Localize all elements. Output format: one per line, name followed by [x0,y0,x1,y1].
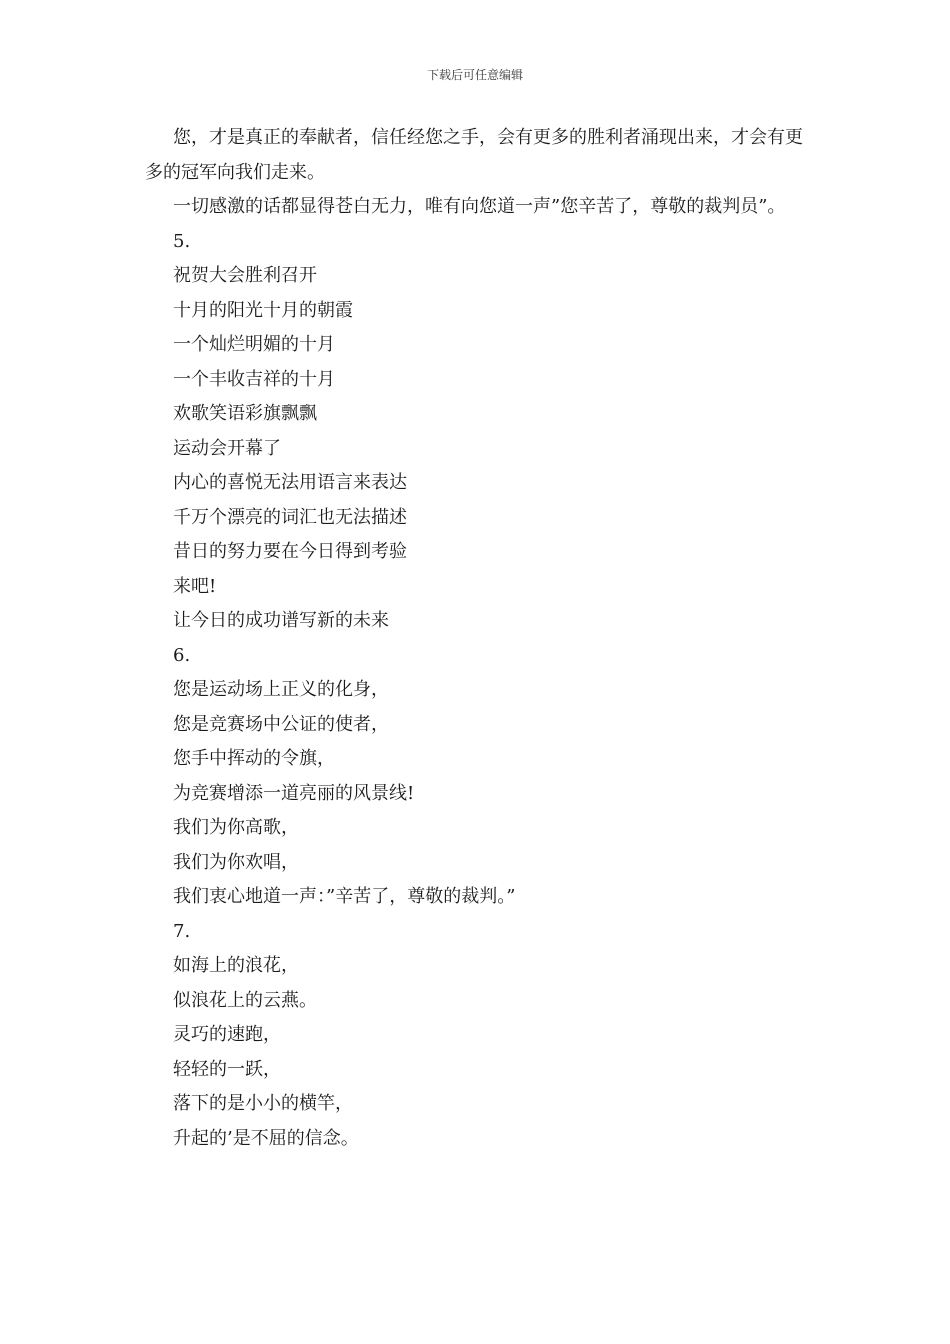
poem-line: 运动会开幕了 [173,437,281,459]
poem-line: 落下的是小小的横竿， [173,1093,353,1114]
poem-line: 您手中挥动的令旗， [173,748,335,769]
poem-line: 我们为你欢唱， [173,851,299,873]
poem-line: 您是运动场上正义的化身， [173,679,389,700]
poem-line: 千万个漂亮的词汇也无法描述 [173,506,407,528]
poem-line: 您是竞赛场中公证的使者， [173,713,389,735]
poem-line: 昔日的努力要在今日得到考验 [173,541,407,562]
poem-line: 欢歌笑语彩旗飘飘 [173,403,317,424]
poem-line: 我们衷心地道一声：”辛苦了，尊敬的裁判。” [173,886,516,907]
paragraph: 一切感激的话都显得苍白无力，唯有向您道一声”您辛苦了，尊敬的裁判员”。 [173,196,786,217]
poem-line: 十月的阳光十月的朝霞 [173,299,353,321]
poem-line: 升起的’是不屈的信念。 [173,1127,359,1149]
poem-line: 来吧! [173,575,217,597]
page-header: 下载后可任意编辑 [426,68,523,82]
section-number: 5. [173,230,191,252]
poem-line: 如海上的浪花， [173,955,299,976]
document-body [145,121,810,1156]
poem-line: 似浪花上的云燕。 [173,989,317,1011]
poem-line: 轻轻的一跃， [173,1058,281,1080]
poem-line: 我们为你高歌， [173,817,299,838]
poem-line: 让今日的成功谱写新的未来 [173,610,389,631]
poem-line: 一个灿烂明媚的十月 [173,334,335,355]
poem-line: 灵巧的速跑， [173,1024,281,1045]
poem-line: 一个丰收吉祥的十月 [173,368,335,390]
poem-line: 为竞赛增添一道亮丽的风景线! [173,782,415,804]
paragraph: 您，才是真正的奉献者，信任经您之手，会有更多的胜利者涌现出来，才会有更多的冠军向我们走来。 [145,127,803,183]
poem-line: 祝贺大会胜利召开 [173,265,317,286]
poem-line: 内心的喜悦无法用语言来表达 [173,472,407,493]
section-number: 7. [173,920,191,942]
section-number: 6. [173,644,191,666]
